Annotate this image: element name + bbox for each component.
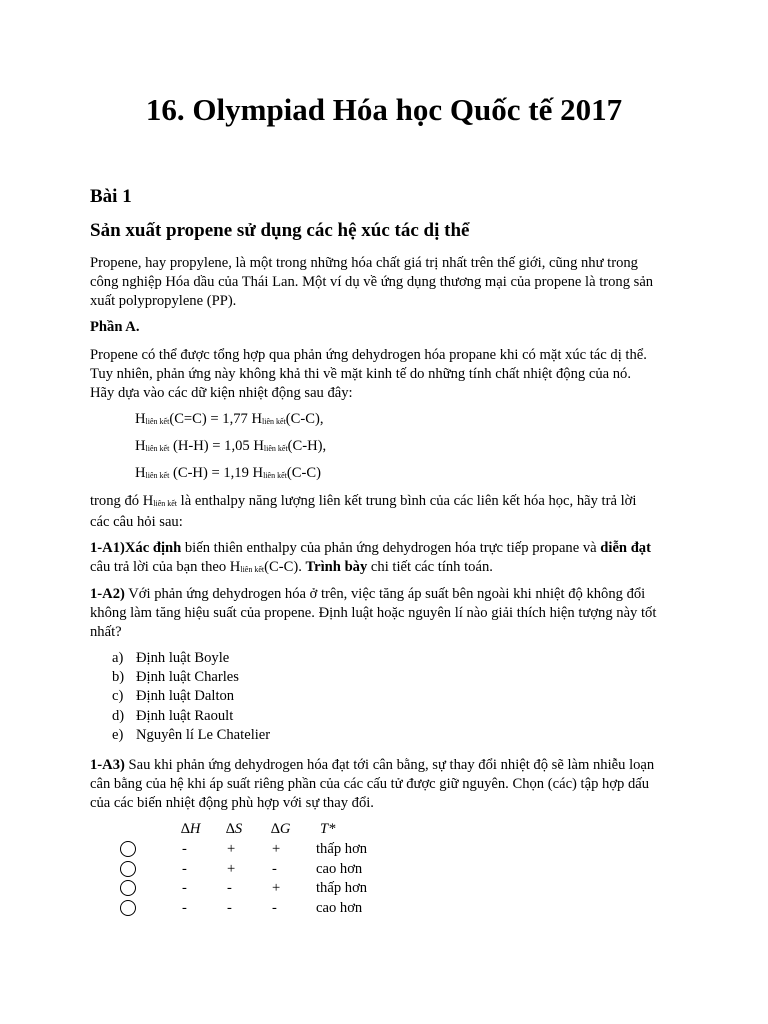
question-1-a1: 1-A1)Xác định biến thiên enthalpy của phản ứng dehydrogen hóa trực tiếp propane và diễn đạt câu trả lời của bạn theo $H_{liên kết}(C-C)$. Trình bày chi tiết các tính toán. xyxy=(90,540,651,575)
option-b: b) Định luật Charles xyxy=(112,669,239,685)
question-label: 1-A2) xyxy=(90,586,125,602)
option-d: d) Định luật Raoult xyxy=(112,708,234,724)
part-a-paragraph xyxy=(90,346,680,403)
header-dh: ∆H xyxy=(181,821,201,837)
option-e: e) Nguyên lí Le Chatelier xyxy=(112,727,271,743)
problem-label: Bài 1 xyxy=(90,186,132,207)
equation-3: $H_{liên kết}$ (C-H) = 1,19 $H_{liên kết}(C-C)$ xyxy=(135,465,321,481)
radio-button[interactable] xyxy=(120,880,136,896)
equation-2: $H_{liên kết}$ (H-H) = 1,05 $H_{liên kết}(C-H)$, xyxy=(135,438,327,454)
intro-paragraph xyxy=(90,254,680,311)
part-a-line: Propene có thể được tổng hợp qua phản ứng dehydrogen hóa propane khi có mặt xúc tác dị thể. xyxy=(90,347,647,363)
document-page: 16. Olympiad Hóa học Quốc tế 2017 Bài 1 Sản xuất propene sử dụng các hệ xúc tác dị thể Propene, hay propylene, là một trong những hóa chất giá trị nhất trên thế giới, cũng như trong công nghiệp Hóa dầu của Thái Lan. Một ví dụ về ứng dụng thương mại của propene là trong sản xuất polypropylene (PP). Phần A. Propene có thể được tổng hợp qua phản ứng dehydrogen hóa propane khi có mặt xúc tác dị thể. Tuy nhiên, phản ứng này không khả thi về mặt kinh tế do những tính chất nhiệt động của nó. Hãy dựa vào các dữ kiện nhiệt động sau đây: $H_{liên kết}(C=C) = 1,77$ $H_{liên kết}(C-C)$, $H_{liên kết}$ (H-H) = 1,05 $H_{liên kết}(C-H)$, $H_{liên kết}$ (C-H) = 1,19 $H_{liên kết}(C-C)$ trong đó $H_{liên kết}$ là enthalpy năng lượng liên kết trung bình của các liên kết hóa học, hãy trả lời các câu hỏi sau: 1-A1)Xác định biến thiên enthalpy của phản ứng dehydrogen hóa trực tiếp propane và diễn đạt câu trả lời của bạn theo $H_{liên kết}(C-C)$. Trình bày chi tiết các tính toán. 1-A2) Với phản ứng dehydrogen hóa ở trên, việc tăng áp suất bên ngoài khi nhiệt độ không đổi không làm tăng hiệu suất của propene. Định luật hoặc nguyên lí nào giải thích hiện tượng này tốt nhất? a) Định luật Boyle b) Định luật Charles c) Định luật Dalton d) Định luật Raoult e) Nguyên lí Le Chatelier 1-A3) Sau khi phản ứng dehydrogen hóa đạt tới cân bằng, sự thay đổi nhiệt độ sẽ làm nhiễu loạn cân bằng của hệ khi áp suất riêng phần của các cấu tử được giữ nguyên. Chọn (các) tập hợp dấu của các biến nhiệt động phù hợp với sự thay đổi. ∆H ∆S ∆G T* - + + thấp hơn - + - cao hơn - - + thấp hơn - - - cao hơn xyxy=(0,0,768,1024)
part-a-line: Tuy nhiên, phản ứng này không khả thi về mặt kinh tế do những tính chất nhiệt động của nó. xyxy=(90,366,631,382)
page-title: 16. Olympiad Hóa học Quốc tế 2017 xyxy=(145,92,623,127)
part-a-label: Phần A. xyxy=(90,319,140,335)
question-label: 1-A3) xyxy=(90,757,125,773)
intro-line: Propene, hay propylene, là một trong những hóa chất giá trị nhất trên thế giới, cũng như trong xyxy=(90,255,638,271)
header-dg: ∆G xyxy=(271,821,291,837)
intro-line: công nghiệp Hóa dầu của Thái Lan. Một ví dụ về ứng dụng thương mại của propene là trong sản xyxy=(90,274,654,290)
header-t: T* xyxy=(320,821,336,837)
part-a-line: Hãy dựa vào các dữ kiện nhiệt động sau đây: xyxy=(90,385,353,401)
radio-button[interactable] xyxy=(120,900,136,916)
intro-line: xuất polypropylene (PP). xyxy=(90,293,237,309)
option-c: c) Định luật Dalton xyxy=(112,688,235,704)
option-a: a) Định luật Boyle xyxy=(112,650,230,666)
question-label: 1-A1) xyxy=(90,540,125,556)
question-1-a3: 1-A3) Sau khi phản ứng dehydrogen hóa đạt tới cân bằng, sự thay đổi nhiệt độ sẽ làm nhiễu loạn cân bằng của hệ khi áp suất riêng phần của các cấu tử được giữ nguyên. Chọn (các) tập hợp dấu của các biến nhiệt động phù hợp với sự thay đổi. xyxy=(90,757,655,811)
problem-title: Sản xuất propene sử dụng các hệ xúc tác dị thể xyxy=(90,220,470,241)
question-1-a2: 1-A2) Với phản ứng dehydrogen hóa ở trên, việc tăng áp suất bên ngoài khi nhiệt độ không đổi không làm tăng hiệu suất của propene. Định luật hoặc nguyên lí nào giải thích hiện tượng này tốt nhất? xyxy=(90,586,657,640)
radio-button[interactable] xyxy=(120,861,136,877)
equation-1: $H_{liên kết}(C=C) = 1,77$ $H_{liên kết}(C-C)$, xyxy=(135,411,324,427)
where-paragraph: trong đó $H_{liên kết}$ là enthalpy năng lượng liên kết trung bình của các liên kết hóa học, hãy trả lời các câu hỏi sau: xyxy=(90,493,637,530)
header-ds: ∆S xyxy=(226,821,243,837)
radio-button[interactable] xyxy=(120,841,136,857)
